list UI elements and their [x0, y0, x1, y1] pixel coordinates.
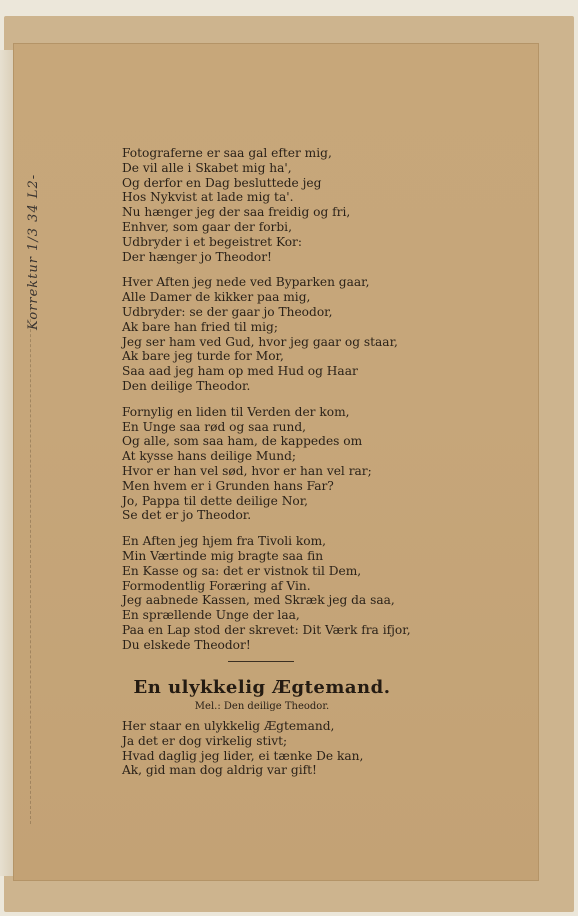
- stitching: [30, 304, 35, 824]
- verse-line: Hvad daglig jeg lider, ei tænke De kan,: [122, 748, 364, 763]
- verse-line: Nu hænger jeg der saa freidig og fri,: [122, 205, 351, 220]
- poem2-body: [122, 719, 462, 778]
- verse-line: Jeg aabnede Kassen, med Skræk jeg da saa,: [122, 593, 395, 608]
- verse-line: Hvor er han vel sød, hvor er han vel rar;: [122, 463, 372, 478]
- handwritten-note: Korrektur 1/3 34 L2-: [26, 173, 41, 330]
- verse-line: En sprællende Unge der laa,: [122, 608, 300, 623]
- verse-line: En Aften jeg hjem fra Tivoli kom,: [122, 534, 327, 549]
- verse-line: Fotograferne er saa gal efter mig,: [122, 146, 332, 160]
- verse-line: Jo, Pappa til dette deilige Nor,: [122, 493, 309, 508]
- verse-line: Alle Damer de kikker paa mig,: [122, 290, 311, 305]
- verse-line: En Kasse og sa: det er vistnok til Dem,: [122, 563, 362, 578]
- verse-line: Du elskede Theodor!: [122, 637, 251, 652]
- verse-line: Her staar en ulykkelig Ægtemand,: [122, 719, 335, 733]
- verse-line: Udbryder: se der gaar jo Theodor,: [122, 304, 333, 319]
- verse-line: Jeg ser ham ved Gud, hvor jeg gaar og staar,: [122, 334, 398, 349]
- verse-line: At kysse hans deilige Mund;: [122, 449, 296, 464]
- stanza-1: [122, 146, 462, 264]
- stanza-2: [122, 275, 462, 393]
- verse-line: Ak, gid man dog aldrig var gift!: [122, 763, 317, 778]
- stanza-4: [122, 534, 462, 652]
- melody-note: Mel.: Den deilige Theodor.: [194, 701, 330, 712]
- verse-line: Ak bare jeg turde for Mor,: [122, 349, 284, 364]
- verse-line: Paa en Lap stod der skrevet: Dit Værk fra ifjor,: [122, 622, 411, 637]
- verse-line: Hos Nykvist at lade mig ta'.: [122, 190, 294, 205]
- verse-line: Saa aad jeg ham op med Hud og Haar: [122, 364, 358, 379]
- poem-title: En ulykkelig Ægtemand.: [133, 677, 391, 698]
- verse-line: De vil alle i Skabet mig ha',: [122, 160, 292, 175]
- verse-line: Den deilige Theodor.: [122, 378, 251, 393]
- verse-line: Hver Aften jeg nede ved Byparken gaar,: [122, 275, 370, 290]
- verse-line: Se det er jo Theodor.: [122, 508, 252, 523]
- section-divider: [228, 661, 294, 662]
- verse-line: Ak bare han fried til mig;: [122, 319, 278, 334]
- verse-line: Der hænger jo Theodor!: [122, 249, 272, 264]
- verse-line: Udbryder i et begeistret Kor:: [122, 234, 302, 249]
- stanza-3: [122, 405, 462, 523]
- verse-line: Og alle, som saa ham, de kappedes om: [122, 434, 363, 449]
- verse-line: En Unge saa rød og saa rund,: [122, 419, 307, 434]
- poem-body: [122, 146, 462, 664]
- verse-line: Enhver, som gaar der forbi,: [122, 219, 292, 234]
- verse-line: Og derfor en Dag besluttede jeg: [122, 175, 322, 190]
- verse-line: Fornylig en liden til Verden der kom,: [122, 404, 350, 419]
- verse-line: Men hvem er i Grunden hans Far?: [122, 478, 334, 493]
- verse-line: Min Værtinde mig bragte saa fin: [122, 548, 324, 563]
- verse-line: Formodentlig Foræring af Vin.: [122, 578, 311, 593]
- verse-line: Ja det er dog virkelig stivt;: [122, 733, 288, 748]
